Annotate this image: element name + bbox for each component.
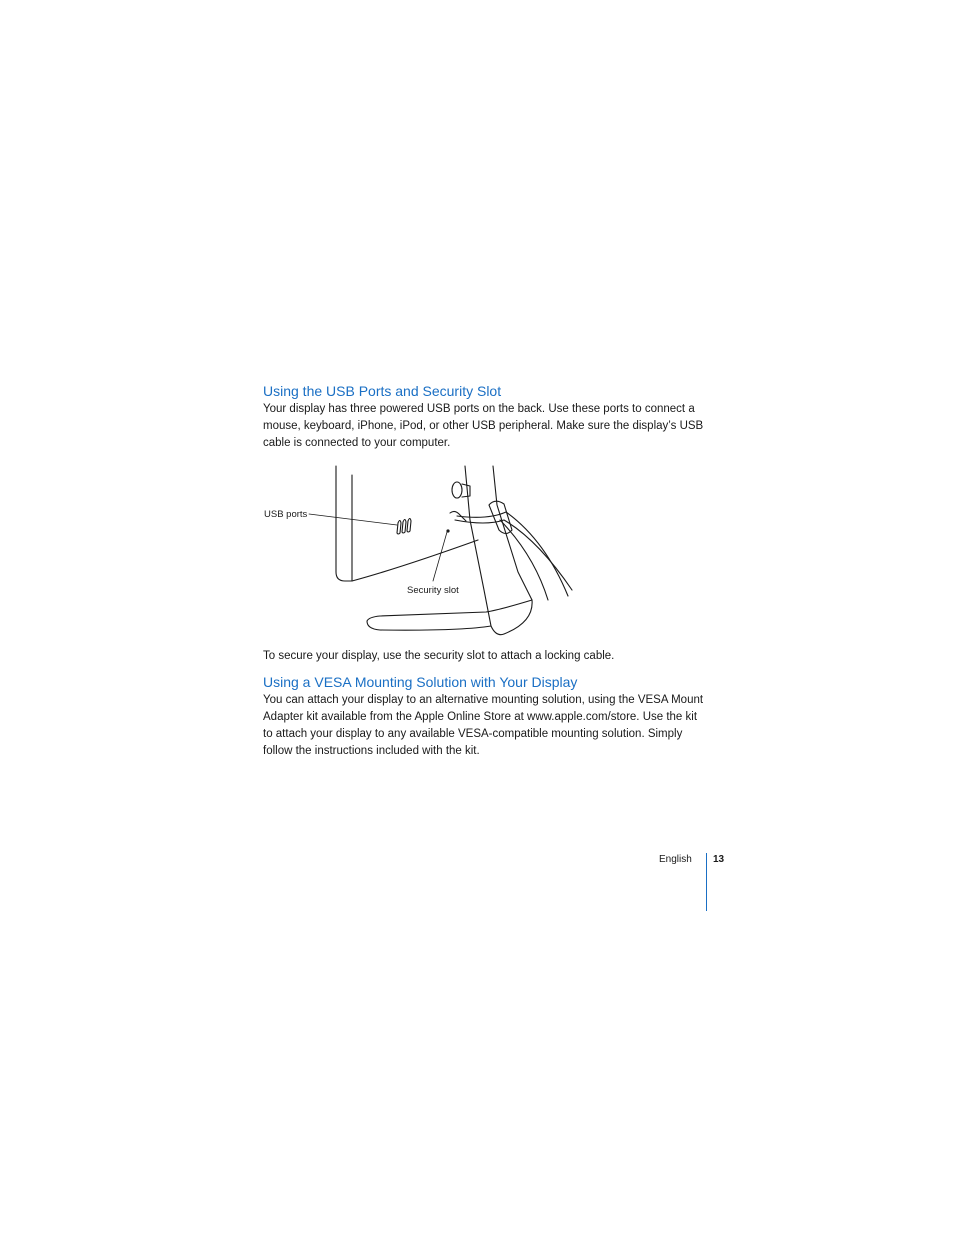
usb-callout-leader [309,514,397,525]
vesa-mounting-paragraph [263,692,713,760]
display-back-bottom-edge [352,540,478,581]
security-note [263,648,713,665]
paragraph-line: Adapter kit available from the Apple Online Store at www.apple.com/store. Use the kit [263,711,698,723]
paragraph-line: follow the instructions included with the kit. [263,745,480,757]
usb-ports-callout: USB ports [264,509,308,520]
section-heading-usb-security: Using the USB Ports and Security Slot [263,383,502,399]
footer-language: English [659,854,692,865]
stand-foot-outline [367,600,532,635]
paragraph-line: You can attach your display to an alternative mounting solution, using the VESA Mount [263,694,704,706]
paragraph-line: to attach your display to any available VESA-compatible mounting solution. Simply [263,728,683,740]
footer-divider [706,853,707,911]
paragraph-line: mouse, keyboard, iPhone, iPod, or other USB peripheral. Make sure the display’s USB [263,420,704,432]
stand-front-edge [465,466,491,626]
section-heading-vesa-mounting: Using a VESA Mounting Solution with Your Display [263,674,578,690]
paragraph-line: Your display has three powered USB ports on the back. Use these ports to connect a [263,403,695,415]
cable [500,520,548,600]
usb-port [407,519,411,533]
usb-ports-paragraph [263,401,713,452]
security-slot-callout: Security slot [407,585,459,596]
security-callout-leader [433,532,447,581]
usb-port [402,520,406,534]
power-connector [452,482,462,498]
display-back-outline [336,466,352,581]
usb-port [397,521,401,535]
security-slot [446,529,449,532]
stand-rear-edge [493,466,532,600]
page-number: 13 [713,854,725,865]
security-note-text: To secure your display, use the security slot to attach a locking cable. [263,650,615,662]
paragraph-line: cable is connected to your computer. [263,437,451,449]
display-back-illustration [255,462,585,644]
